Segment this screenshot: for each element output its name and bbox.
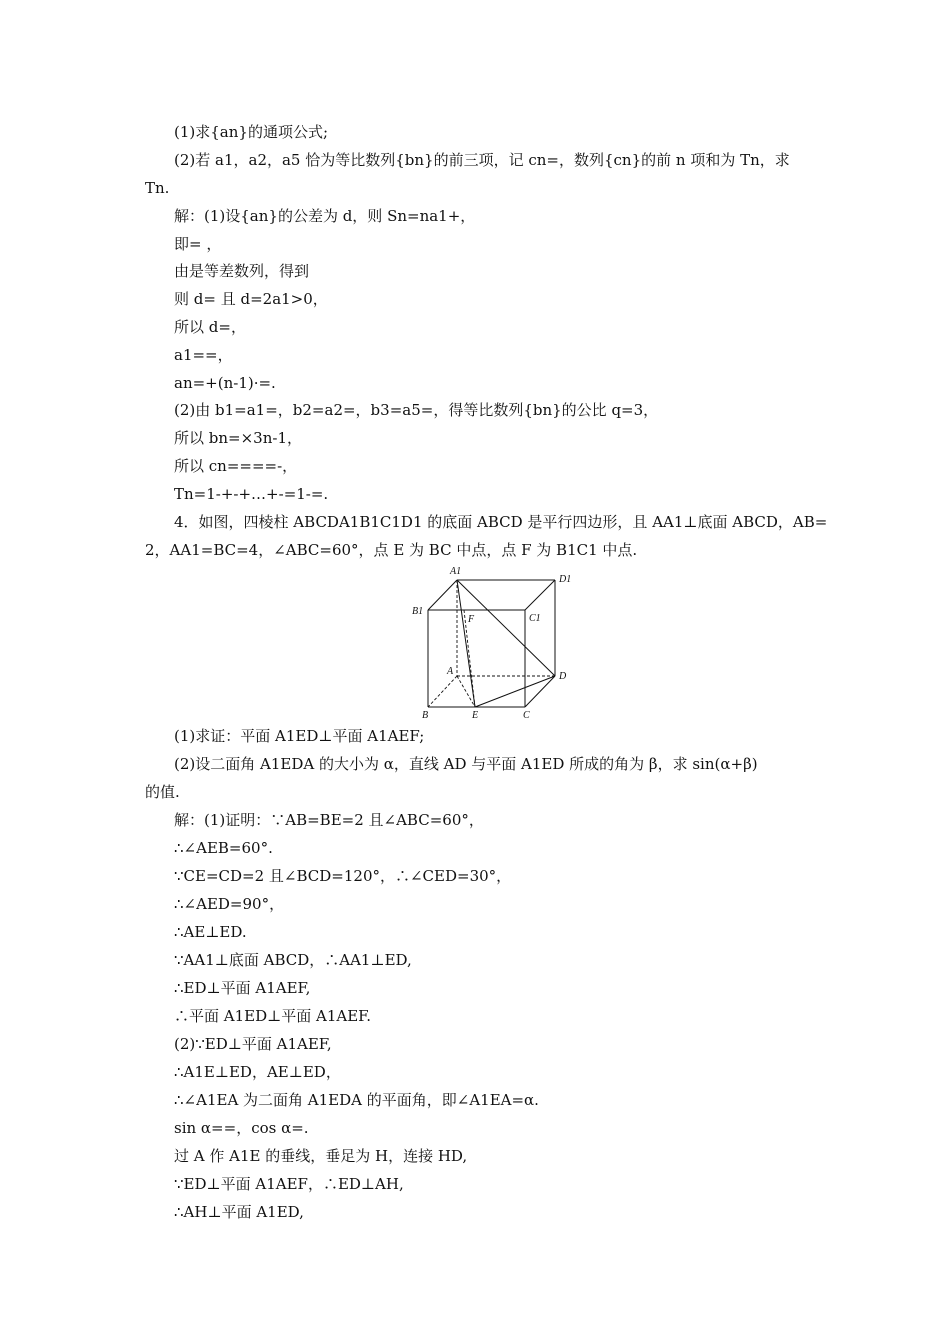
line-p4-s8: ∴平面 A1ED⊥平面 A1AEF. [174,1007,371,1025]
line-p4-1: 4．如图，四棱柱 ABCDA1B1C1D1 的底面 ABCD 是平行四边形，且 AA1⊥底面 ABCD，AB= [174,513,828,531]
line-q2-cont: Tn. [145,179,170,197]
line-p4-s13: 过 A 作 A1E 的垂线，垂足为 H，连接 HD, [174,1147,468,1165]
label-C1: C1 [529,613,541,624]
label-C: C [523,710,530,721]
line-p4-s15: ∴AH⊥平面 A1ED, [174,1203,304,1221]
line-p4-s14: ∵ED⊥平面 A1AEF，∴ED⊥AH, [174,1175,404,1193]
line-sol8: (2)由 b1=a1=，b2=a2=，b3=a5=，得等比数列{bn}的公比 q=3， [174,401,659,419]
line-sol10: 所以 cn====-， [174,457,298,475]
label-B1: B1 [412,606,424,617]
line-p4-s1: 解：(1)证明：∵AB=BE=2 且∠ABC=60°， [174,811,484,829]
label-F: F [468,614,475,625]
label-B: B [422,710,429,721]
label-A1: A1 [450,566,462,577]
line-p4-q2-cont: 的值. [145,783,180,801]
hidden-edge [428,676,457,707]
line-q1: (1)求{an}的通项公式; [174,123,328,141]
line-p4-s5: ∴AE⊥ED. [174,923,247,941]
line-sol1: 解：(1)设{an}的公差为 d，则 Sn=na1+， [174,207,476,225]
line-sol6: a1==， [174,346,233,364]
edge [525,676,555,707]
line-sol4: 则 d= 且 d=2a1>0， [174,290,328,308]
label-D1: D1 [559,574,572,585]
edge [525,580,555,610]
line-p4-s3: ∵CE=CD=2 且∠BCD=120°，∴∠CED=30°， [174,867,512,885]
label-D: D [559,671,567,682]
line-p4-q2: (2)设二面角 A1EDA 的大小为 α，直线 AD 与平面 A1ED 所成的角为 β，求 sin(α+β) [174,755,758,773]
line-sol11: Tn=1-+-+…+-=1-=. [174,485,329,503]
line-sol7: an=+(n-1)·=. [174,374,276,392]
label-A: A [447,666,454,677]
label-E: E [472,710,479,721]
edge [475,676,555,707]
line-p4-s7: ∴ED⊥平面 A1AEF, [174,979,311,997]
line-p4-s2: ∴∠AEB=60°. [174,839,273,857]
line-p4-s10: ∴A1E⊥ED，AE⊥ED， [174,1063,341,1081]
line-p4-s4: ∴∠AED=90°， [174,895,285,913]
line-sol5: 所以 d=， [174,318,246,336]
line-sol3: 由是等差数列，得到 [174,262,310,280]
line-p4-2: 2，AA1=BC=4，∠ABC=60°，点 E 为 BC 中点，点 F 为 B1C1 中点. [145,541,638,559]
line-p4-q1: (1)求证：平面 A1ED⊥平面 A1AEF; [174,727,425,745]
edge [457,580,475,707]
line-sol9: 所以 bn=×3n-1， [174,429,302,447]
line-sol2: 即= ， [174,235,222,253]
line-p4-s6: ∵AA1⊥底面 ABCD，∴AA1⊥ED, [174,951,412,969]
prism-figure [410,562,580,722]
line-q2: (2)若 a1，a2，a5 恰为等比数列{bn}的前三项，记 cn=，数列{cn}的前 n 项和为 Tn，求 [174,151,790,169]
line-p4-s9: (2)∵ED⊥平面 A1AEF, [174,1035,332,1053]
edge [428,580,457,610]
line-p4-s12: sin α==，cos α=. [174,1119,309,1137]
line-p4-s11: ∴∠A1EA 为二面角 A1EDA 的平面角，即∠A1EA=α. [174,1091,539,1109]
